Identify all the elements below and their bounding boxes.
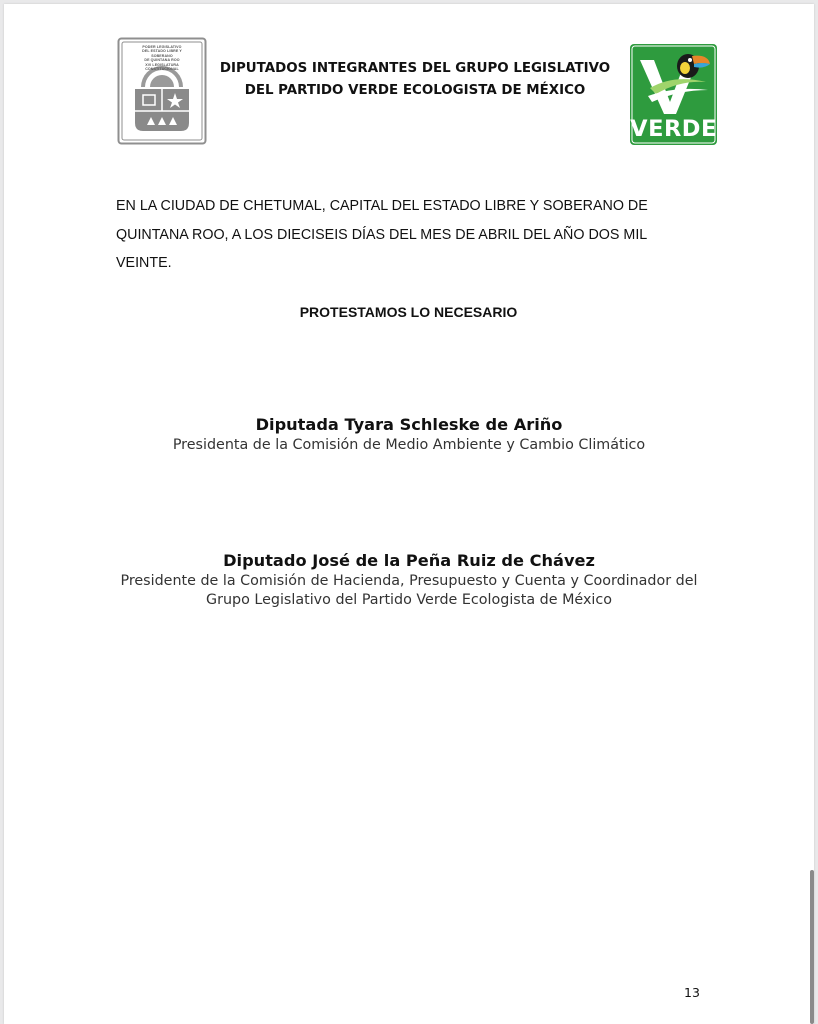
paragraph-line-2: QUINTANA ROO, A LOS DIECISEIS DÍAS DEL MES DE ABRIL DEL AÑO DOS MIL: [116, 226, 648, 243]
header-title-line-1: DIPUTADOS INTEGRANTES DEL GRUPO LEGISLATIVO: [219, 61, 611, 76]
paragraph-line-3: VEINTE.: [116, 255, 172, 271]
signature-block: [64, 414, 754, 455]
paragraph-line-1: EN LA CIUDAD DE CHETUMAL, CAPITAL DEL ESTADO LIBRE Y SOBERANO DE: [116, 198, 648, 214]
signature-block: [64, 550, 754, 609]
scrollbar-thumb[interactable]: [810, 870, 814, 1024]
signatory-name: Diputado José de la Peña Ruiz de Chávez: [223, 551, 595, 570]
closing-paragraph: [116, 192, 726, 278]
document-page: [4, 4, 814, 1024]
signatory-role: Presidente de la Comisión de Hacienda, Presupuesto y Cuenta y Coordinador del: [120, 573, 698, 589]
header-title: [200, 58, 630, 102]
party-logo-word: VERDE: [630, 116, 717, 142]
seal-lettering: PODER LEGISLATIVO DEL ESTADO LIBRE Y SOBERANO DE QUINTANA ROO XVI LEGISLATURA CONSTITUCIONAL: [142, 45, 182, 72]
header-title-line-2: DEL PARTIDO VERDE ECOLOGISTA DE MÉXICO: [244, 83, 586, 98]
signatory-name: Diputada Tyara Schleske de Ariño: [255, 415, 563, 434]
signatory-role: Presidenta de la Comisión de Medio Ambiente y Cambio Climático: [172, 437, 646, 453]
page-number: 13: [684, 985, 700, 1000]
closing-formula: PROTESTAMOS LO NECESARIO: [299, 304, 518, 320]
signatory-role-continued: Grupo Legislativo del Partido Verde Ecologista de México: [205, 591, 612, 608]
state-congress-seal-icon: [117, 37, 207, 145]
toucan-v-logo-icon: [630, 44, 717, 145]
